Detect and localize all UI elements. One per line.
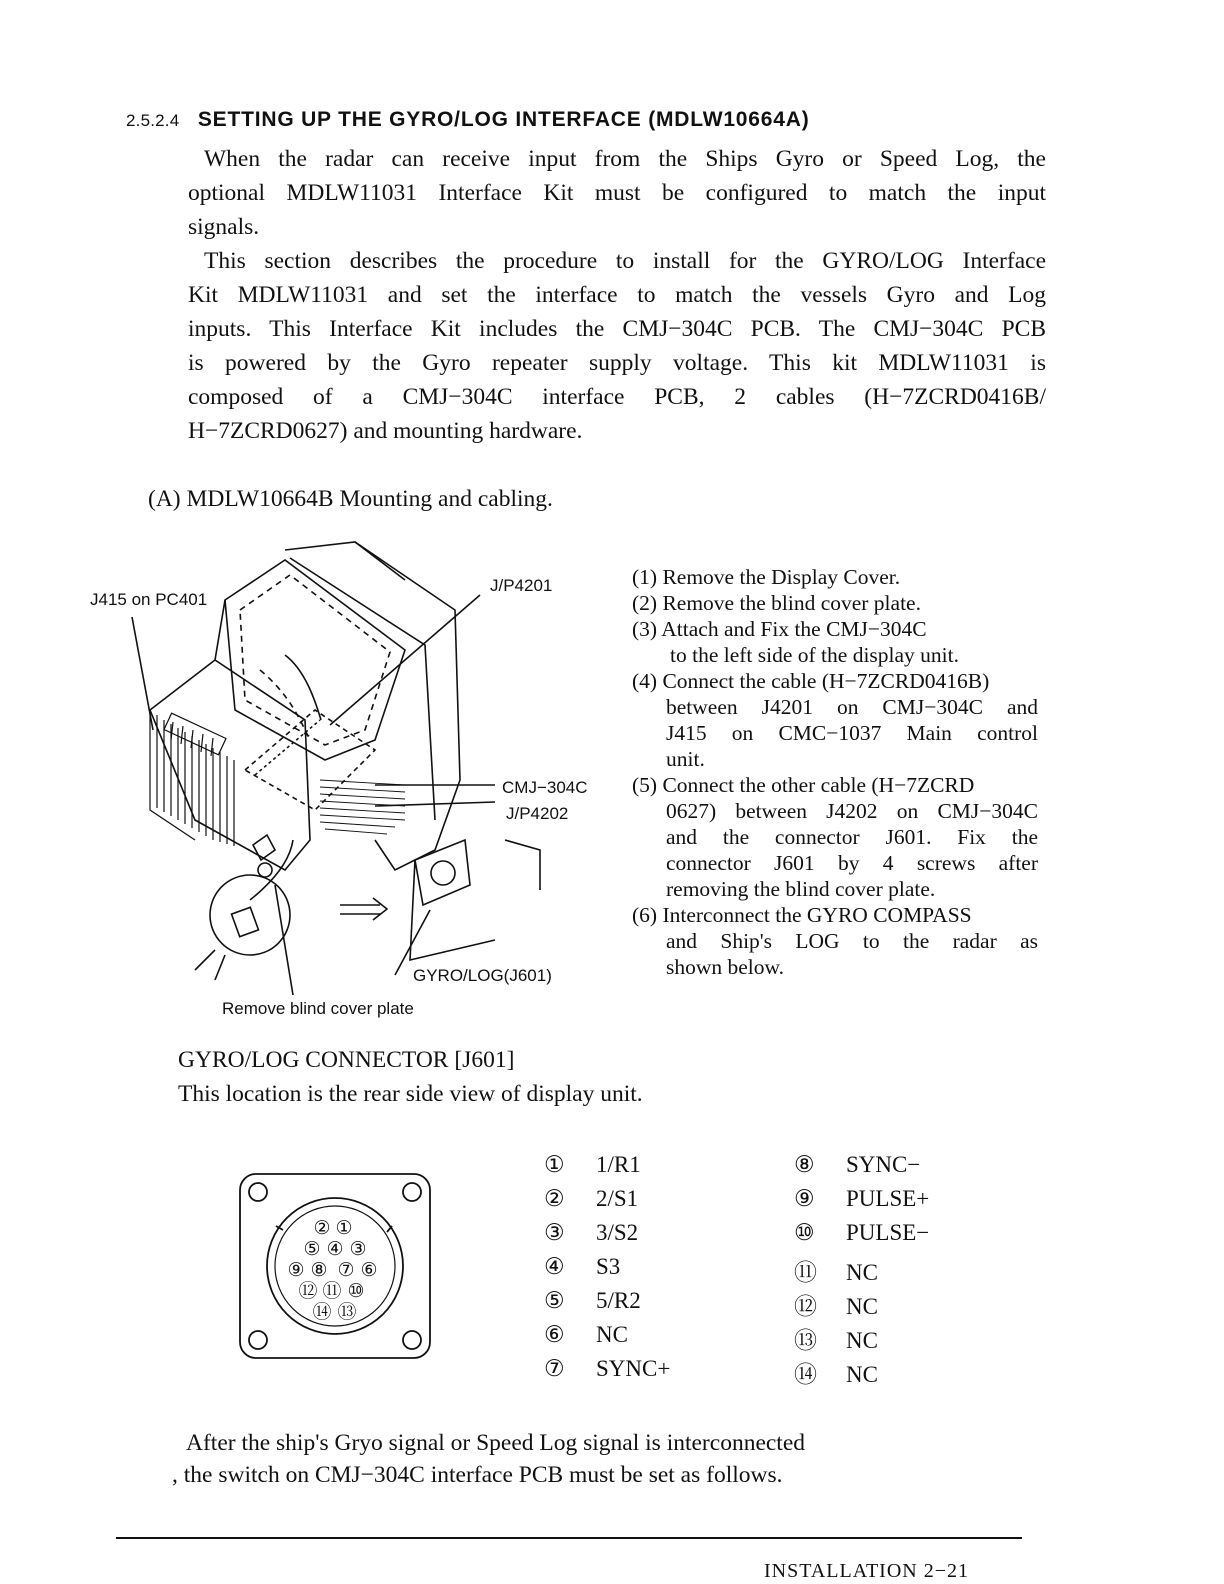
step-text: Remove the Display Cover. <box>662 565 901 589</box>
step-text: 0627) between J4202 on CMJ−304C <box>666 799 1038 823</box>
step-text: to the left side of the display unit. <box>670 643 960 667</box>
pin-number: ⑧ <box>794 1152 815 1177</box>
closing-line-2: , the switch on CMJ−304C interface PCB must be set as follows. <box>172 1462 783 1488</box>
callout-jp4202: J/P4202 <box>506 804 569 823</box>
connector-pin-6: ⑥ <box>360 1259 378 1281</box>
connector-pin-2: ② <box>313 1217 331 1239</box>
pin-number: ⑤ <box>544 1288 565 1313</box>
pin-row <box>544 1186 638 1212</box>
pin-signal: NC <box>846 1294 878 1319</box>
pin-row <box>544 1322 628 1348</box>
connector-title: GYRO/LOG CONNECTOR [J601] <box>178 1047 515 1073</box>
callout-gyrolog: GYRO/LOG(J601) <box>413 966 552 985</box>
text-line: When the radar can receive input from the Ships Gyro or Speed Log, the <box>204 146 1046 172</box>
step-text: Attach and Fix the CMJ−304C <box>661 617 927 641</box>
pin-number: ② <box>544 1186 565 1211</box>
pin-signal: 3/S2 <box>596 1220 639 1245</box>
step-text: between J4201 on CMJ−304C and <box>666 695 1038 719</box>
intro-paragraph-2 <box>188 244 1046 448</box>
pin-number: ④ <box>544 1254 565 1279</box>
pin-row <box>794 1254 878 1287</box>
step-label: (4) <box>632 669 658 693</box>
step-1 <box>632 564 1038 590</box>
pin-row <box>544 1356 670 1382</box>
pin-signal: NC <box>846 1362 878 1387</box>
text-line: H−7ZCRD0627) and mounting hardware. <box>188 418 583 444</box>
step-2 <box>632 590 1038 616</box>
pin-table-left <box>544 1152 774 1392</box>
pin-number: ⑫ <box>794 1294 817 1319</box>
callout-cmj304c: CMJ−304C <box>502 778 588 797</box>
pin-row <box>544 1254 620 1280</box>
step-3 <box>632 616 1038 668</box>
pin-table-right <box>794 1152 1024 1392</box>
step-label: (1) <box>632 565 658 589</box>
step-label: (6) <box>632 903 658 927</box>
connector-pin-8: ⑧ <box>310 1259 328 1281</box>
pin-row <box>544 1220 638 1246</box>
installation-steps <box>632 564 1038 980</box>
section-heading <box>126 108 810 132</box>
connector-pin-10: ⑩ <box>347 1280 365 1302</box>
section-number: 2.5.2.4 <box>126 111 180 130</box>
step-text: Interconnect the GYRO COMPASS <box>662 903 972 927</box>
step-text: Connect the other cable (H−7ZCRD <box>662 773 975 797</box>
pin-row <box>794 1152 920 1178</box>
callout-remove-plate: Remove blind cover plate <box>222 999 414 1018</box>
text-line: Kit MDLW11031 and set the interface to match the vessels Gyro and Log <box>188 282 1046 308</box>
callout-jp4201: J/P4201 <box>490 576 553 595</box>
connector-pin-5: ⑤ <box>303 1238 321 1260</box>
pin-signal: 5/R2 <box>596 1288 641 1313</box>
connector-pin-1: ① <box>335 1217 353 1239</box>
pin-signal: 2/S1 <box>596 1186 639 1211</box>
pin-signal: NC <box>596 1322 628 1347</box>
pin-row <box>794 1186 929 1212</box>
text-line: signals. <box>188 214 260 240</box>
step-4 <box>632 668 1038 772</box>
step-text: removing the blind cover plate. <box>666 877 936 901</box>
connector-diagram <box>236 1170 436 1365</box>
connector-pin-14: ⑭ <box>312 1301 332 1323</box>
footer-page-label: INSTALLATION 2−21 <box>764 1560 969 1582</box>
pin-row <box>544 1152 641 1178</box>
step-text: J415 on CMC−1037 Main control <box>666 721 1038 745</box>
footer-rule <box>116 1537 1022 1539</box>
subsection-heading: (A) MDLW10664B Mounting and cabling. <box>148 486 553 512</box>
pin-signal: S3 <box>596 1254 621 1279</box>
step-text: unit. <box>666 747 705 771</box>
pin-row <box>794 1356 878 1389</box>
step-text: Connect the cable (H−7ZCRD0416B) <box>662 669 990 693</box>
text-line: inputs. This Interface Kit includes the CMJ−304C PCB. The CMJ−304C PCB <box>188 316 1046 342</box>
step-text: and the connector J601. Fix the <box>666 825 1038 849</box>
connector-pin-13: ⑬ <box>337 1301 357 1323</box>
connector-subtitle: This location is the rear side view of display unit. <box>178 1081 643 1107</box>
text-line: This section describes the procedure to install for the GYRO/LOG Interface <box>204 248 1046 274</box>
pin-row <box>794 1322 878 1355</box>
pin-signal: PULSE− <box>846 1220 930 1245</box>
pin-signal: SYNC− <box>846 1152 921 1177</box>
pin-number: ① <box>544 1152 565 1177</box>
pin-number: ③ <box>544 1220 565 1245</box>
pin-row <box>544 1288 641 1314</box>
connector-pin-11: ⑪ <box>322 1280 342 1302</box>
step-label: (5) <box>632 773 658 797</box>
pin-number: ⑩ <box>794 1220 815 1245</box>
connector-pin-4: ④ <box>326 1238 344 1260</box>
step-label: (2) <box>632 591 658 615</box>
step-5 <box>632 772 1038 902</box>
pin-number: ⑪ <box>794 1260 817 1285</box>
intro-paragraph-1 <box>188 142 1046 244</box>
connector-pin-12: ⑫ <box>298 1280 318 1302</box>
text-line: composed of a CMJ−304C interface PCB, 2 cables (H−7ZCRD0416B/ <box>188 384 1046 410</box>
step-text: shown below. <box>666 955 785 979</box>
section-title: SETTING UP THE GYRO/LOG INTERFACE (MDLW10664A) <box>197 108 810 131</box>
pin-signal: NC <box>846 1328 878 1353</box>
pin-number: ⑥ <box>544 1322 565 1347</box>
pin-signal: NC <box>846 1260 878 1285</box>
step-6 <box>632 902 1038 980</box>
pin-signal: 1/R1 <box>596 1152 641 1177</box>
pin-signal: PULSE+ <box>846 1186 930 1211</box>
connector-pin-9: ⑨ <box>287 1259 305 1281</box>
text-line: optional MDLW11031 Interface Kit must be configured to match the input <box>188 180 1046 206</box>
connector-pin-7: ⑦ <box>337 1259 355 1281</box>
pin-signal: SYNC+ <box>596 1356 671 1381</box>
pin-row <box>794 1288 878 1321</box>
pin-number: ⑬ <box>794 1328 817 1353</box>
step-text: and Ship's LOG to the radar as <box>666 929 1038 953</box>
pin-number: ⑭ <box>794 1362 817 1387</box>
pin-number: ⑨ <box>794 1186 815 1211</box>
pin-row <box>794 1220 929 1246</box>
connector-pin-3: ③ <box>349 1238 367 1260</box>
step-text: connector J601 by 4 screws after <box>666 851 1038 875</box>
step-text: Remove the blind cover plate. <box>662 591 921 615</box>
closing-line-1: After the ship's Gryo signal or Speed Log signal is interconnected <box>186 1430 806 1456</box>
step-label: (3) <box>632 617 658 641</box>
callout-j415: J415 on PC401 <box>90 590 208 609</box>
text-line: is powered by the Gyro repeater supply voltage. This kit MDLW11031 is <box>188 350 1046 376</box>
pin-number: ⑦ <box>544 1356 565 1381</box>
